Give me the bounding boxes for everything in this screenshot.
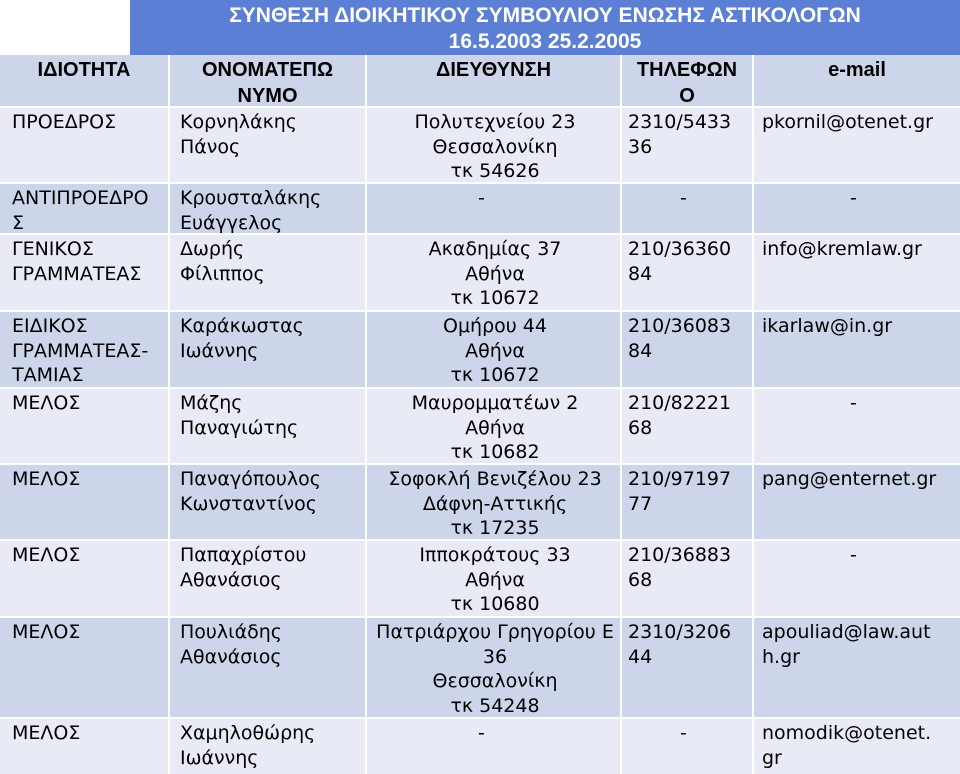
cell-email: - [850, 392, 857, 414]
cell-address: Ακαδημίας 37 Αθήνα τκ 10672 [428, 238, 562, 309]
cell-name: Παπαχρίστου Αθανάσιος [180, 544, 307, 591]
cell-address: Ομήρου 44 Αθήνα τκ 10672 [443, 315, 547, 386]
cell-email: apouliad@law.aut h.gr [762, 621, 931, 668]
cell-phone: 210/82221 68 [628, 392, 732, 439]
cell-phone: 210/36360 84 [628, 238, 732, 285]
cell-role: ΑΝΤΙΠΡΟΕΔΡΟ Σ [12, 187, 149, 234]
cell-email: - [850, 187, 857, 209]
grid-line [0, 106, 960, 108]
header-name: ΟΝΟΜΑΤΕΠΩ ΝΥΜΟ [201, 59, 334, 107]
cell-name: Δωρής Φίλιππος [180, 238, 265, 285]
grid-line [620, 55, 622, 774]
grid-line [168, 55, 170, 774]
cell-name: Κρουσταλάκης Ευάγγελος [180, 187, 322, 234]
cell-role: ΠΡΟΕΔΡΟΣ [12, 111, 117, 133]
cell-role: ΕΙΔΙΚΟΣ ΓΡΑΜΜΑΤΕΑΣ- ΤΑΜΙΑΣ [12, 315, 149, 386]
cell-name: Παναγόπουλος Κωνσταντίνος [180, 468, 321, 515]
header-address: ΔΙΕΥΘΥΝΣΗ [435, 59, 552, 81]
table-title [130, 0, 960, 55]
cell-phone: 2310/5433 36 [628, 111, 732, 158]
cell-phone: - [680, 722, 687, 744]
cell-role: ΓΕΝΙΚΟΣ ΓΡΑΜΜΑΤΕΑΣ [12, 238, 142, 285]
cell-name: Μάζης Παναγιώτης [180, 392, 299, 439]
cell-email: - [850, 544, 857, 566]
cell-phone: 210/97197 77 [628, 468, 732, 515]
cell-email: nomodik@otenet. gr [762, 722, 932, 769]
cell-address: Ιπποκράτους 33 Αθήνα τκ 10680 [419, 544, 571, 615]
cell-name: Χαμηλοθώρης Ιωάννης [180, 722, 316, 769]
cell-role: ΜΕΛΟΣ [12, 392, 81, 414]
cell-role: ΜΕΛΟΣ [12, 544, 81, 566]
cell-name: Καράκωστας Ιωάννης [180, 315, 304, 362]
cell-email: pkornil@otenet.gr [762, 111, 933, 133]
cell-name: Πουλιάδης Αθανάσιος [180, 621, 282, 668]
cell-address: Πατριάρχου Γρηγορίου Ε 36 Θεσσαλονίκη τκ 54248 [376, 621, 614, 717]
title-line2: 16.5.2003 25.2.2005 [448, 30, 642, 53]
cell-name: Κορνηλάκης Πάνος [180, 111, 297, 158]
header-email: e-mail [828, 59, 886, 81]
header-phone: ΤΗΛΕΦΩΝ Ο [636, 59, 738, 107]
title-line1: ΣΥΝΘΕΣΗ ΔΙΟΙΚΗΤΙΚΟΥ ΣΥΜΒΟΥΛΙΟΥ ΕΝΩΣΗΣ ΑΣΤΙΚΟΛΟΓΩΝ [229, 4, 861, 27]
cell-phone: 210/36883 68 [628, 544, 732, 591]
cell-address: - [478, 187, 485, 209]
cell-email: ikarlaw@in.gr [762, 315, 893, 337]
cell-email: info@kremlaw.gr [762, 238, 922, 260]
header-role: ΙΔΙΟΤΗΤΑ [37, 59, 131, 81]
cell-address: Μαυρομματέων 2 Αθήνα τκ 10682 [411, 392, 579, 463]
cell-role: ΜΕΛΟΣ [12, 621, 81, 643]
cell-address: Πολυτεχνείου 23 Θεσσαλονίκη τκ 54626 [414, 111, 576, 182]
cell-email: pang@enternet.gr [762, 468, 937, 490]
cell-address: Σοφοκλή Βενιζέλου 23 Δάφνη-Αττικής τκ 17235 [388, 468, 602, 539]
cell-phone: - [680, 187, 687, 209]
cell-role: ΜΕΛΟΣ [12, 468, 81, 490]
cell-phone: 210/36083 84 [628, 315, 732, 362]
cell-address: - [478, 722, 485, 744]
cell-phone: 2310/3206 44 [628, 621, 732, 668]
cell-role: ΜΕΛΟΣ [12, 722, 81, 744]
